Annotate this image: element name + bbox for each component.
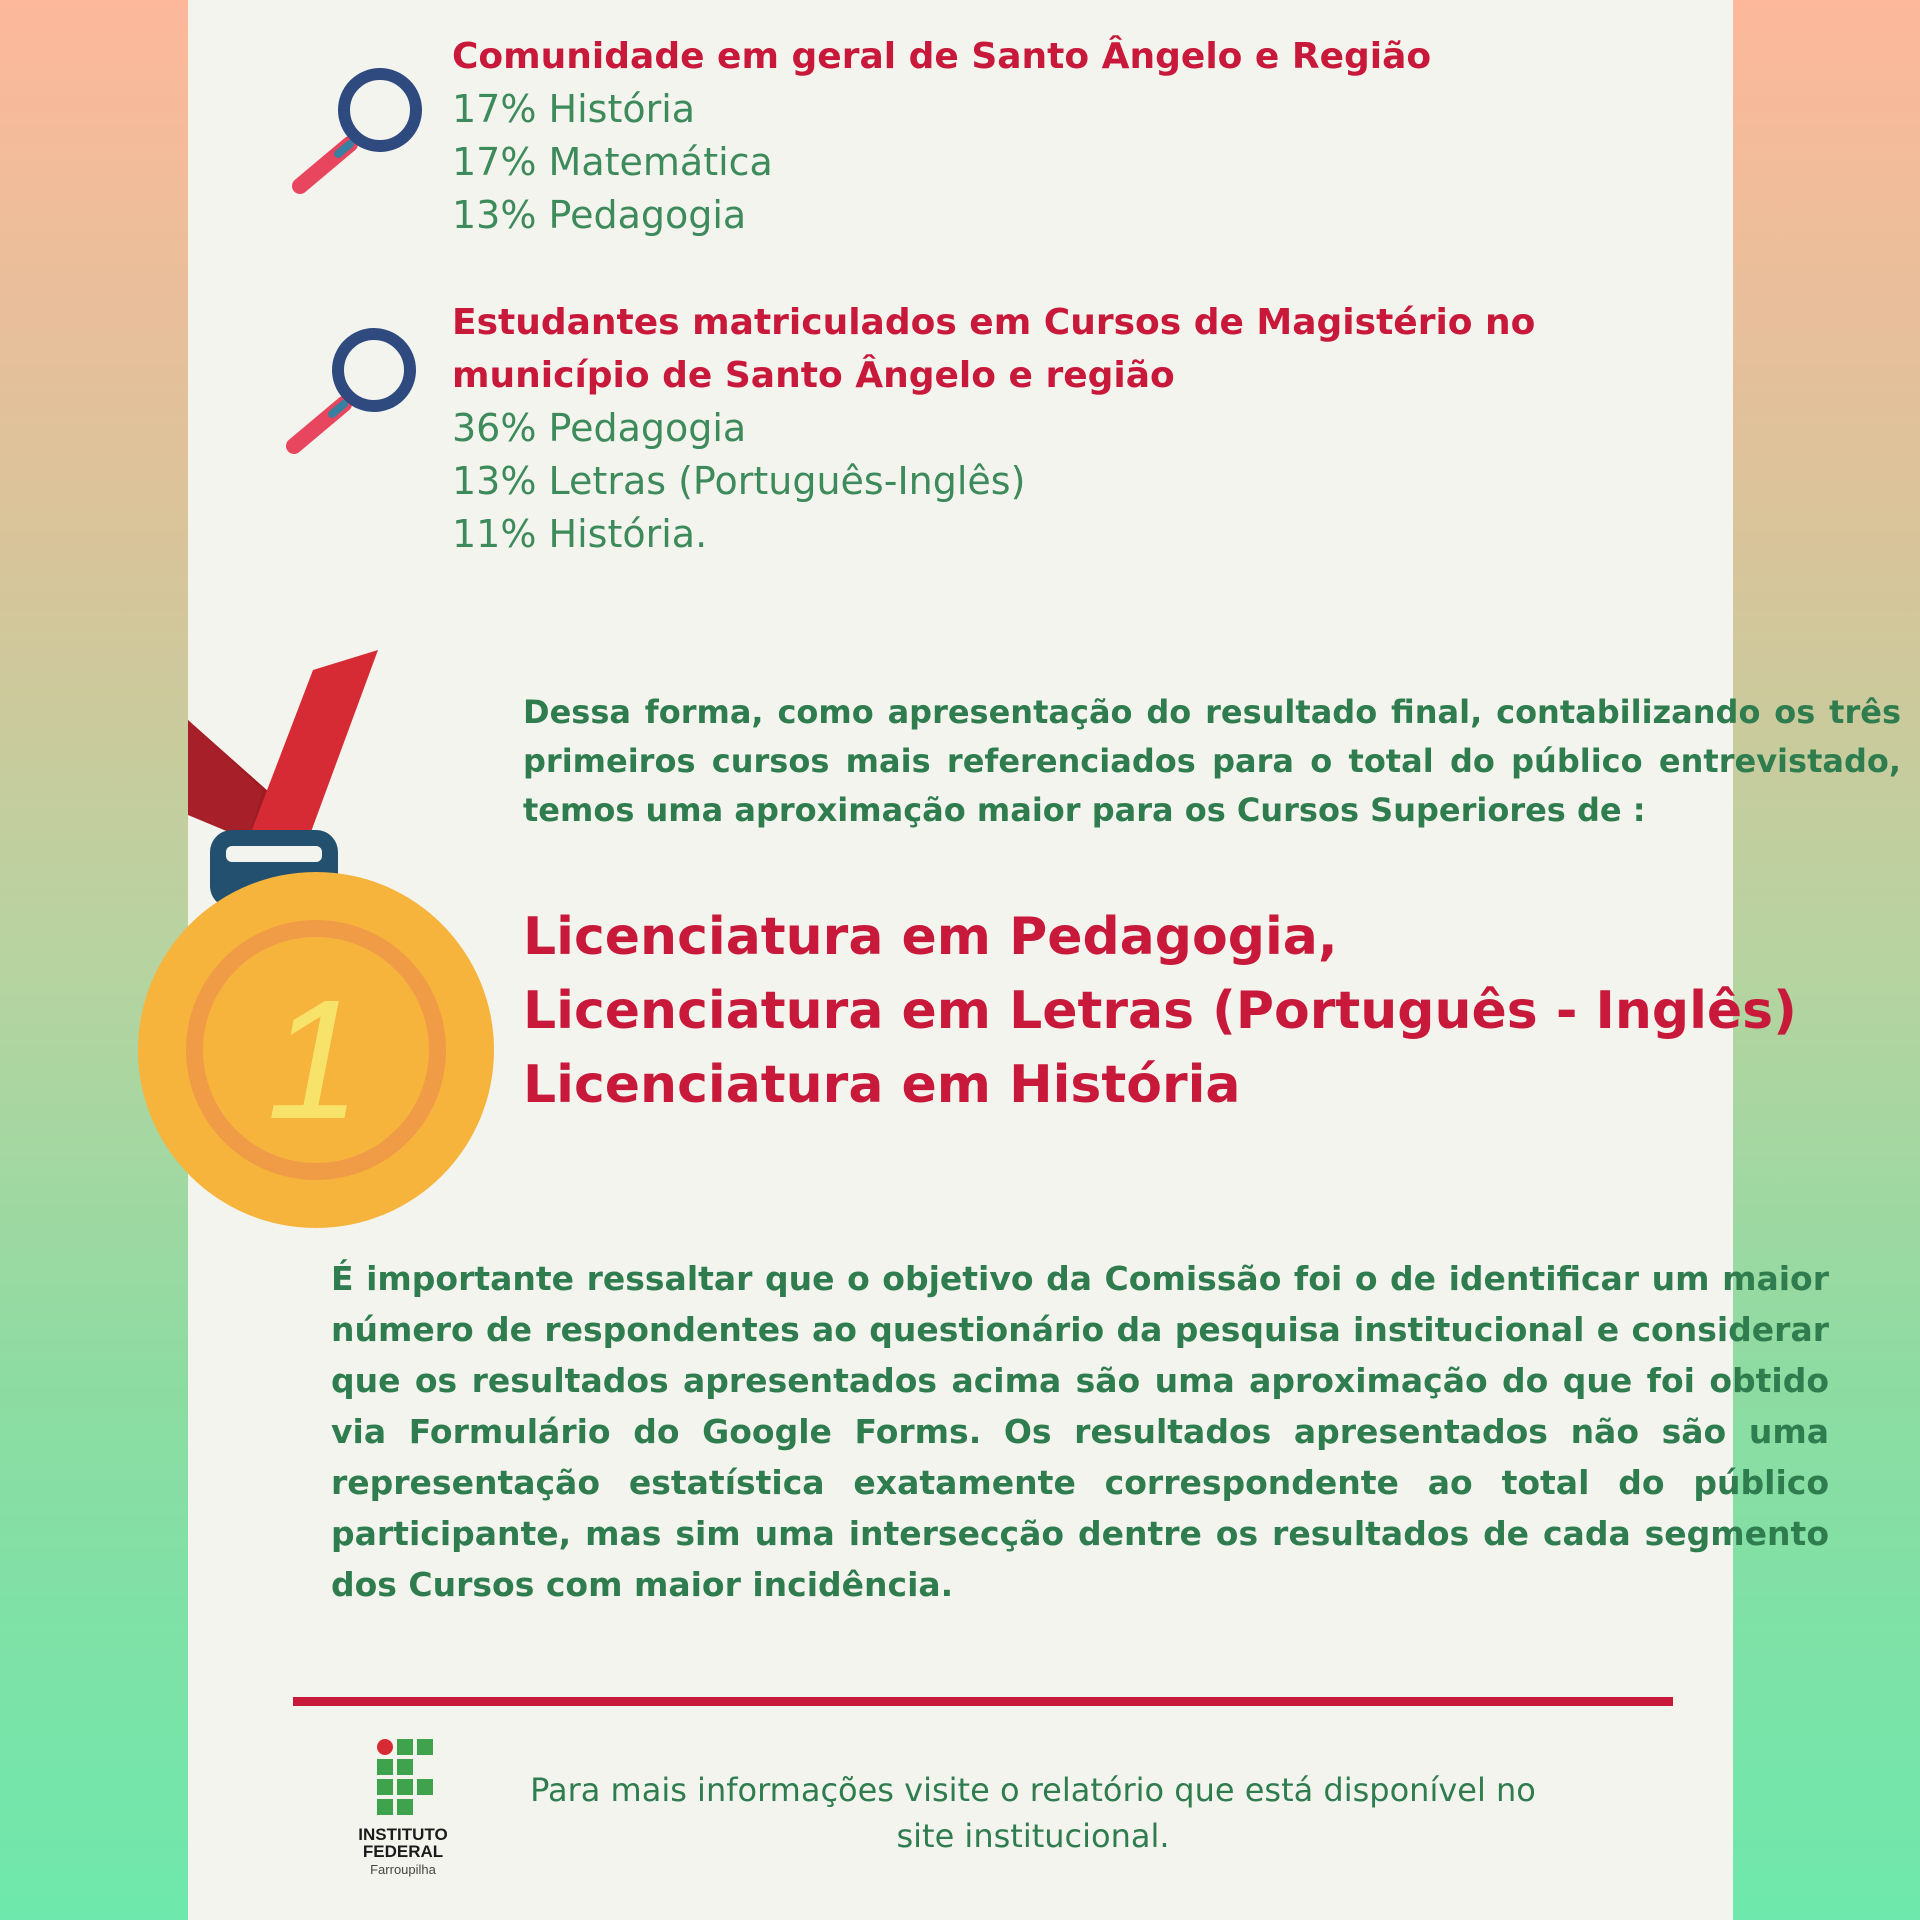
logo-line: FEDERAL: [362, 1842, 444, 1861]
course-item: Licenciatura em História: [523, 1055, 1241, 1115]
section-title-students-cont: município de Santo Ângelo e região: [452, 355, 1175, 396]
note-paragraph: É importante ressaltar que o objetivo da Comissão foi o de identificar um maior número de respondentes ao questionário da pesquisa institucional e considerar que os resultados apresentados acima são uma aproximação do que foi obtido via Formulário do Google Forms. Os resultados apresentados não são uma representação estatística exatamente correspondente ao total do público participante, mas sim uma intersecção dentre os resultados de cada segmento dos Cursos com maior incidência.: [331, 1259, 1829, 1604]
logo-line: INSTITUTO: [358, 1825, 448, 1844]
section-title-community: Comunidade em geral de Santo Ângelo e Região: [452, 36, 1432, 77]
medal-number: 1: [266, 965, 362, 1155]
list-item: 36% Pedagogia: [452, 406, 747, 450]
footer-text: Para mais informações visite o relatório que está disponível no site institucional.: [530, 1771, 1536, 1855]
list-item: 13% Letras (Português-Inglês): [452, 459, 1026, 503]
list-item: 17% História: [452, 87, 696, 131]
list-item: 13% Pedagogia: [452, 193, 747, 237]
divider: [293, 1697, 1673, 1706]
magnifier-icon: [282, 320, 422, 460]
magnifier-icon: [288, 60, 428, 200]
medal-icon: [188, 640, 498, 1230]
intro-paragraph: Dessa forma, como apresentação do resultado final, contabilizando os três primeiros cursos mais referenciados para o total do público entrevistado, temos uma aproximação maior para os Cursos Superiores de :: [523, 693, 1901, 829]
instituto-federal-logo: [338, 1738, 468, 1888]
logo-mark-icon: [376, 1738, 436, 1818]
course-item: Licenciatura em Letras (Português - Inglês): [523, 981, 1797, 1041]
course-item: Licenciatura em Pedagogia,: [523, 907, 1338, 967]
list-item: 11% História.: [452, 512, 708, 556]
infographic-page: [188, 0, 1901, 1920]
logo-subtitle: Farroupilha: [370, 1862, 436, 1877]
section-title-students: Estudantes matriculados em Cursos de Magistério no: [452, 302, 1536, 343]
list-item: 17% Matemática: [452, 140, 773, 184]
